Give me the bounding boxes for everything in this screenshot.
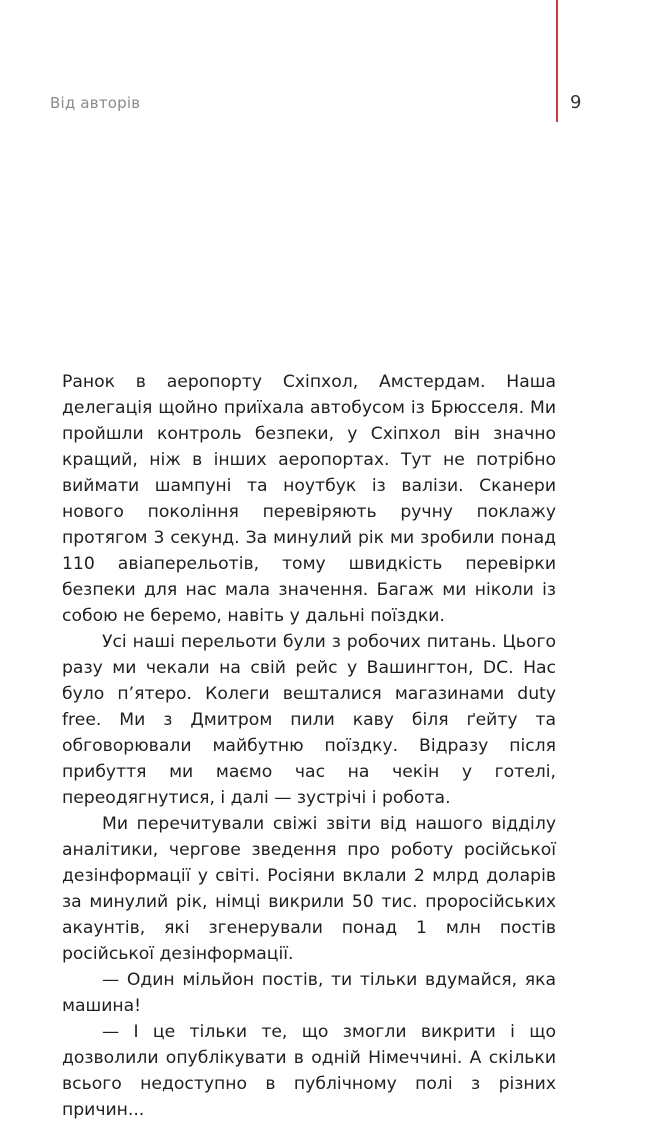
paragraph: Ранок в аеропорту Схіпхол, Амстердам. Наша делегація щойно приїхала автобусом із Брюсселя. Ми пройшли контроль безпеки, у Схіпхол він значно кращий, ніж в інших аеропортах. Тут не потрібно виймати шампуні та ноутбук із валізи. Сканери нового покоління перевіряють ручну поклажу протягом 3 секунд. За минулий рік ми зробили понад 110 авіаперельотів, тому швидкість перевірки безпеки для нас мала значення. Багаж ми ніколи із собою не беремо, навіть у дальні поїздки. bbox=[62, 372, 556, 626]
body-text bbox=[62, 369, 556, 1123]
paragraph: Усі наші перельоти були з робочих питань. Цього разу ми чекали на свій рейс у Вашингтон, DC. Нас було п’ятеро. Колеги вешталися магазинами duty free. Ми з Дмитром пили каву біля ґейту та обговорювали майбутню поїздку. Відразу після прибуття ми маємо час на чекін у готелі, переодягнутися, і далі — зустрічі і робота. bbox=[62, 632, 556, 808]
running-header: Від авторів bbox=[50, 94, 141, 112]
page-number: 9 bbox=[570, 92, 582, 113]
header-divider-line bbox=[556, 0, 558, 122]
paragraph: Ми перечитували свіжі звіти від нашого відділу аналітики, чергове зведення про роботу російської дезінформації у світі. Росіяни вклали 2 млрд доларів за минулий рік, німці викрили 50 тис. проросійських акаунтів, які згенерували понад 1 млн постів російської дезінформації. bbox=[62, 814, 556, 964]
dialogue-line: — І це тільки те, що змогли викрити і що дозволили опублікувати в одній Німеччині. А скільки всього недоступно в публічному полі з різних причин... bbox=[62, 1022, 556, 1120]
dialogue-line: — Один мільйон постів, ти тільки вдумайся, яка машина! bbox=[62, 970, 556, 1016]
